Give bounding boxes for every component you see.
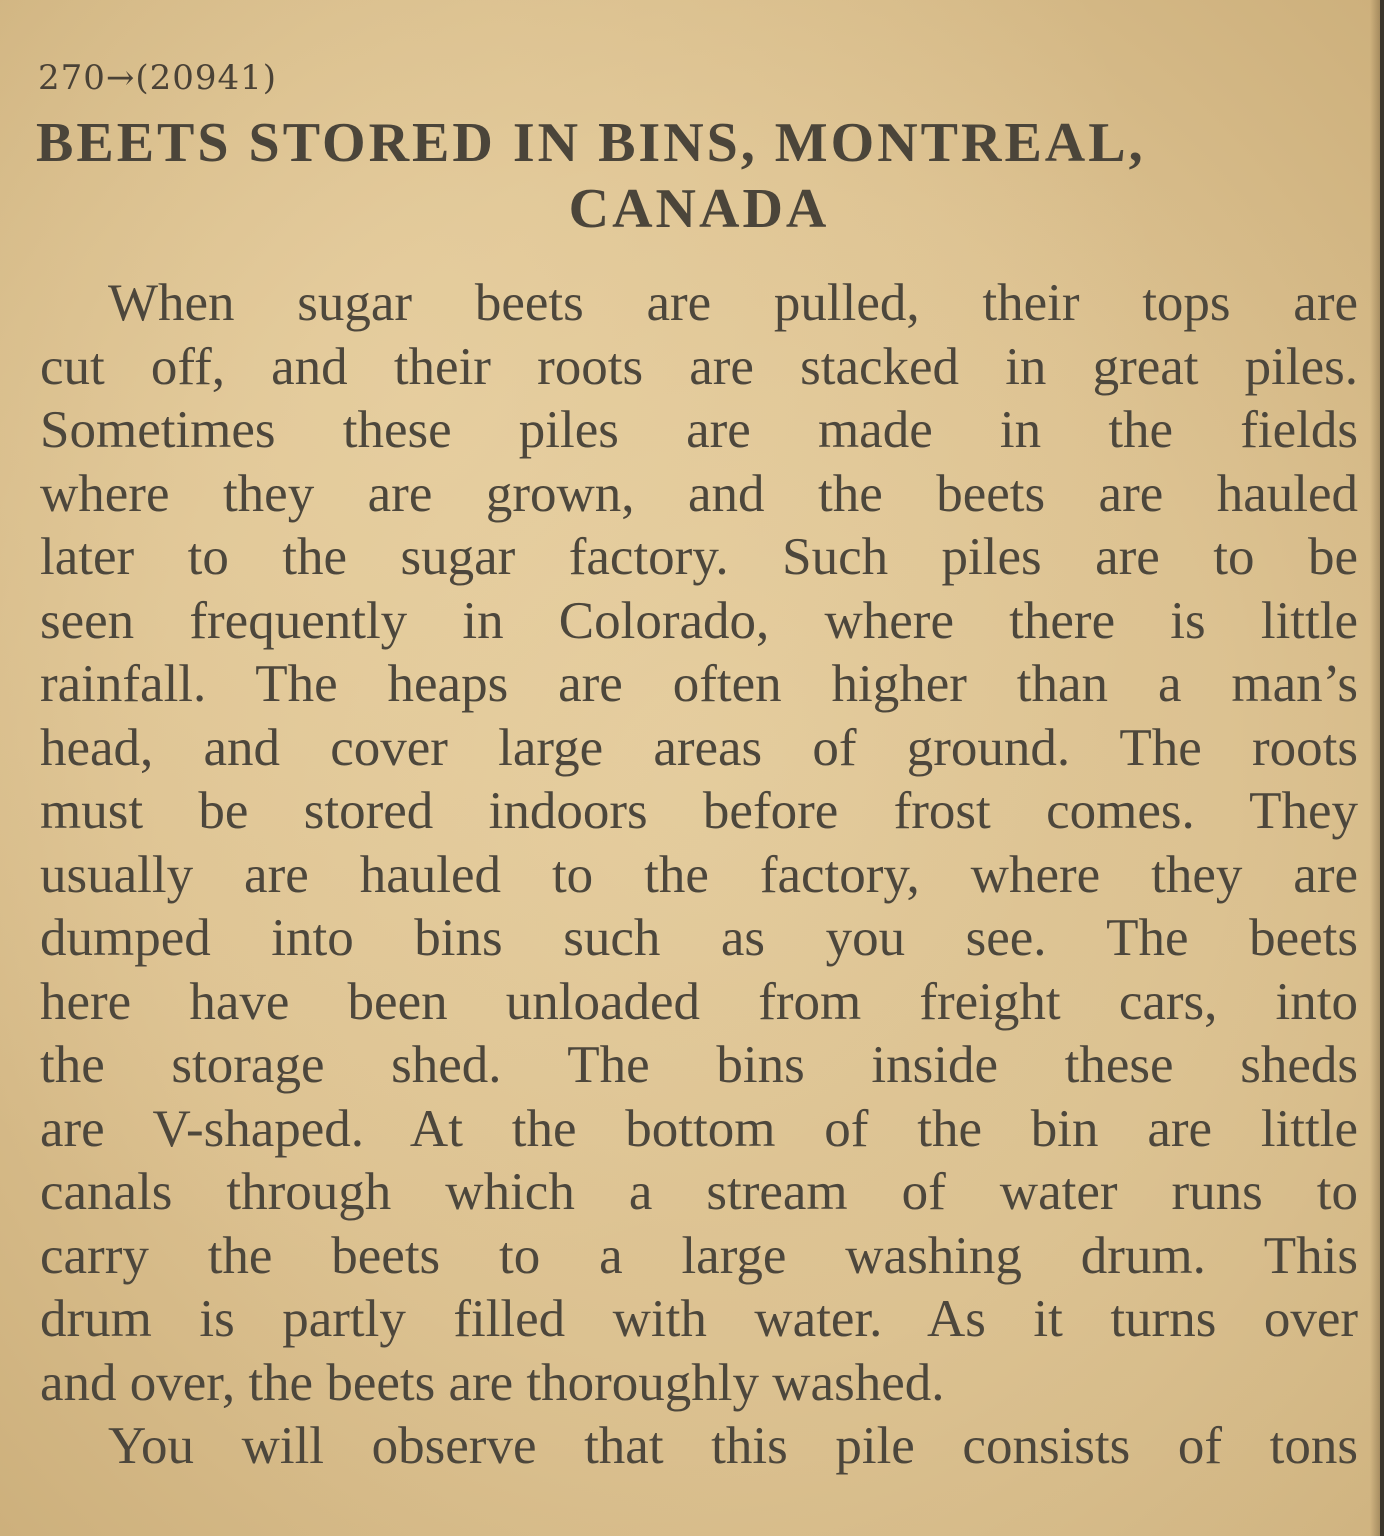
card-edge-shadow xyxy=(1370,0,1380,1536)
catalog-number: 270→(20941) xyxy=(38,58,278,98)
text-line: cut off, and their roots are stacked in great piles. xyxy=(40,337,1358,396)
text-line: here have been unloaded from freight cars, into xyxy=(40,972,1358,1031)
text-line: head, and cover large areas of ground. The roots xyxy=(40,718,1358,777)
text-line: You will observe that this pile consists of tons xyxy=(108,1417,1358,1475)
text-line: Sometimes these piles are made in the fields xyxy=(40,401,1358,459)
text-line: are V-shaped. At the bottom of the bin are little xyxy=(40,1099,1358,1158)
text-line: must be stored indoors before frost comes. They xyxy=(40,782,1358,840)
text-line: and over, the beets are thoroughly washed. xyxy=(40,1353,945,1412)
text-line: rainfall. The heaps are often higher than a man’s xyxy=(40,655,1358,713)
description-text xyxy=(40,272,1358,1479)
text-line: carry the beets to a large washing drum. This xyxy=(40,1226,1358,1285)
text-line: drum is partly filled with water. As it turns over xyxy=(40,1290,1358,1348)
card-title xyxy=(36,110,1362,242)
text-line: usually are hauled to the factory, where they are xyxy=(40,845,1358,904)
text-line: seen frequently in Colorado, where there is little xyxy=(40,591,1358,650)
title-line: BEETS STORED IN BINS, MONTREAL, xyxy=(36,112,1146,174)
text-line: where they are grown, and the beets are hauled xyxy=(40,464,1358,523)
title-line: CANADA xyxy=(568,178,830,240)
text-line: When sugar beets are pulled, their tops are xyxy=(108,274,1358,332)
text-line: the storage shed. The bins inside these sheds xyxy=(40,1036,1358,1094)
text-line: dumped into bins such as you see. The beets xyxy=(40,909,1358,967)
text-line: later to the sugar factory. Such piles are to be xyxy=(40,528,1358,586)
text-line: canals through which a stream of water runs to xyxy=(40,1163,1358,1221)
